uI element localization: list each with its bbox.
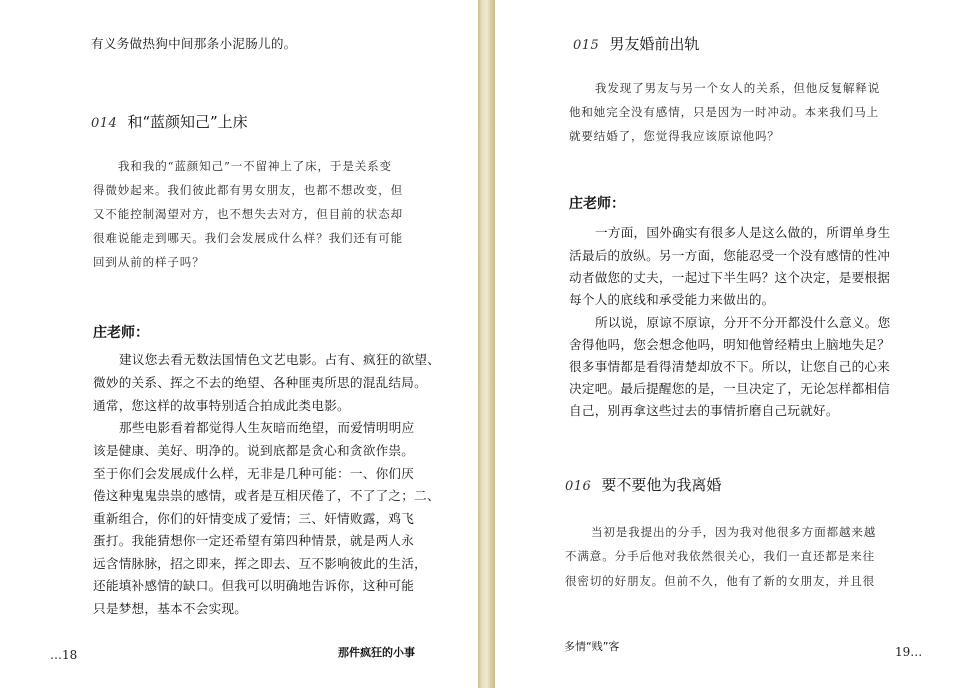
answer-line: 通常，您这样的故事特别适合拍成此类电影。	[93, 398, 350, 413]
question-line: 不满意。分手后他对我依然很关心，我们一直还都是来往	[565, 549, 875, 563]
book-gutter	[478, 0, 495, 688]
running-title-right: 多情“贱”客	[564, 640, 620, 653]
answer-line: 重新组合，你们的奸情变成了爱情；三、奸情败露，鸡飞	[93, 511, 415, 526]
answer-line: 动者做您的丈夫，一起过下半生吗？这个决定，是要根据	[569, 270, 891, 285]
section-014-heading	[91, 111, 248, 132]
question-line: 回到从前的样子吗？	[93, 255, 205, 269]
answer-line: 建议您去看无数法国情色文艺电影。占有、疯狂的欲望、	[119, 352, 441, 367]
question-line: 他和她完全没有感情，只是因为一时冲动。本来我们马上	[569, 105, 879, 119]
section-015-number: 015	[573, 38, 600, 53]
teacher-label: 庄老师：	[569, 196, 625, 212]
answer-line: 每个人的底线和承受能力来做出的。	[569, 292, 775, 307]
answer-line: 活最后的放纵。另一方面，您能忍受一个没有感情的性冲	[569, 248, 891, 263]
question-line: 得微妙起来。我们彼此都有男女朋友，也都不想改变，但	[93, 183, 403, 197]
answer-line: 远含情脉脉，招之即来，挥之即去、互不影响彼此的生活，	[93, 556, 427, 571]
answer-line: 自己，别再拿这些过去的事情折磨自己玩就好。	[569, 403, 839, 418]
teacher-label: 庄老师：	[93, 325, 149, 341]
answer-line: 决定吧。最后提醒您的是，一旦决定了，无论怎样都相信	[569, 381, 891, 396]
question-line: 就要结婚了，您觉得我应该原谅他吗？	[569, 129, 780, 143]
page-number-left: …18	[50, 648, 78, 662]
running-title-left: 那件疯狂的小事	[338, 646, 415, 659]
right-page	[495, 0, 977, 688]
answer-line: 那些电影看着都觉得人生灰暗而绝望，而爱情明明应	[119, 420, 415, 435]
answer-line: 舍得他吗，您会想念他吗，明知他曾经精虫上脑地失足？	[569, 337, 891, 352]
section-015-title: 男友婚前出轨	[609, 35, 700, 53]
question-line: 当初是我提出的分手，因为我对他很多方面都越来越	[591, 525, 877, 539]
answer-line: 只是梦想，基本不会实现。	[93, 601, 248, 616]
question-line: 很难说能走到哪天。我们会发展成什么样？我们还有可能	[93, 231, 403, 245]
section-015-heading	[573, 33, 699, 54]
answer-line: 还能填补感情的缺口。但我可以明确地告诉你，这种可能	[93, 578, 415, 593]
answer-line: 蛋打。我能猜想你一定还希望有第四种情景，就是两人永	[93, 533, 415, 548]
section-016-title: 要不要他为我离婚	[601, 476, 722, 494]
question-line: 很密切的好朋友。但前不久，他有了新的女朋友，并且很	[565, 574, 875, 588]
left-page	[0, 0, 478, 688]
answer-line: 微妙的关系、挥之不去的绝望、各种匪夷所思的混乱结局。	[93, 375, 427, 390]
question-line: 我发现了男友与另一个女人的关系，但他反复解释说	[595, 81, 881, 95]
question-line: 又不能控制渴望对方，也不想失去对方，但目前的状态却	[93, 207, 403, 221]
answer-line: 至于你们会发展成什么样，无非是几种可能：一、你们厌	[93, 466, 415, 481]
carry-over-text: 有义务做热狗中间那条小泥肠儿的。	[91, 36, 297, 51]
question-line: 我和我的“蓝颜知己”一不留神上了床，于是关系变	[118, 159, 392, 173]
answer-line: 所以说，原谅不原谅，分开不分开都没什么意义。您	[595, 315, 891, 330]
answer-line: 一方面，国外确实有很多人是这么做的，所谓单身生	[595, 225, 891, 240]
section-014-number: 014	[91, 116, 118, 131]
section-016-heading	[565, 474, 721, 495]
page-number-right: 19…	[895, 645, 923, 659]
answer-line: 倦这种鬼鬼祟祟的感情，或者是互相厌倦了，不了了之；二、	[93, 488, 440, 503]
answer-line: 很多事情都是看得清楚却放不下。所以，让您自己的心来	[569, 359, 891, 374]
section-016-number: 016	[565, 479, 592, 494]
section-014-title: 和“蓝颜知己”上床	[127, 113, 248, 131]
answer-line: 该是健康、美好、明净的。说到底都是贪心和贪欲作祟。	[93, 443, 415, 458]
